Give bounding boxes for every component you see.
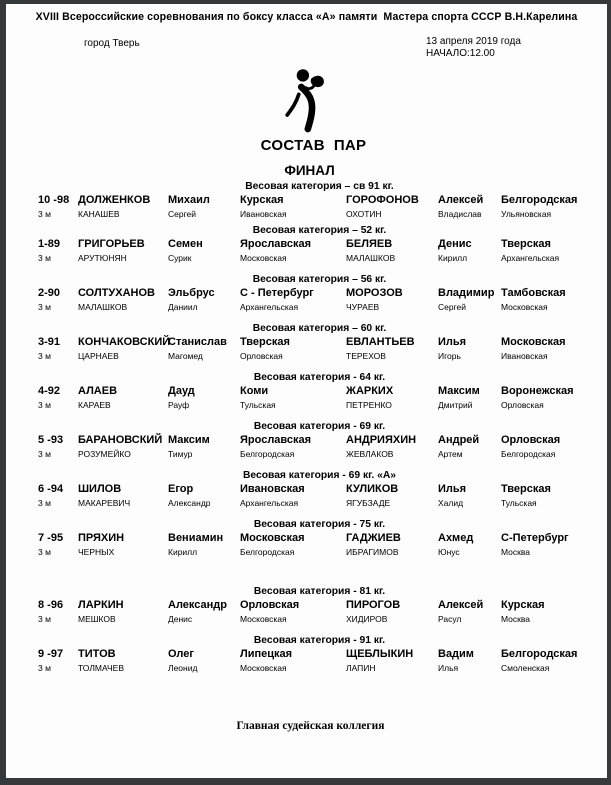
reserve-blue-firstname: Владислав bbox=[438, 209, 482, 219]
bout-reserve-row bbox=[6, 209, 607, 220]
reserve-blue-firstname: Артем bbox=[438, 449, 463, 459]
bout-main-row bbox=[6, 238, 607, 251]
blue-firstname: Ахмед bbox=[438, 532, 474, 544]
blue-surname: АНДРИЯХИН bbox=[346, 434, 417, 446]
reserve-blue-firstname: Сергей bbox=[438, 302, 466, 312]
reserve-red-firstname: Магомед bbox=[168, 351, 203, 361]
bout-main-row bbox=[6, 336, 607, 349]
blue-firstname: Алексей bbox=[438, 194, 484, 206]
reserve-blue-region: Орловская bbox=[501, 400, 544, 410]
rounds-label: 3 м bbox=[38, 209, 51, 219]
city-label: город Тверь bbox=[84, 38, 140, 49]
bout-main-row bbox=[6, 287, 607, 300]
bout-number: 3-91 bbox=[38, 336, 61, 348]
blue-region: Орловская bbox=[501, 434, 561, 446]
weight-category-heading: Весовая категория - 69 кг. bbox=[253, 421, 386, 432]
red-region: Курская bbox=[240, 194, 284, 206]
red-region: Коми bbox=[240, 385, 269, 397]
reserve-blue-surname: ЧУРАЕВ bbox=[346, 302, 380, 312]
weight-category-heading: Весовая категория - 64 кг. bbox=[253, 372, 386, 383]
bout-reserve-row bbox=[6, 302, 607, 313]
weight-category-block bbox=[6, 273, 607, 313]
red-firstname: Максим bbox=[168, 434, 210, 446]
red-surname: ЛАРКИН bbox=[78, 599, 124, 611]
blue-surname: ЖАРКИХ bbox=[346, 385, 394, 397]
weight-category-heading: Весовая категория – 52 кг. bbox=[252, 225, 387, 236]
reserve-red-firstname: Александр bbox=[168, 498, 211, 508]
weight-category-heading: Весовая категория - 69 кг. «А» bbox=[242, 470, 397, 481]
reserve-red-firstname: Сергей bbox=[168, 209, 196, 219]
weight-category-block bbox=[6, 585, 607, 625]
reserve-blue-firstname: Халид bbox=[438, 498, 464, 508]
blue-region: С-Петербург bbox=[501, 532, 569, 544]
bout-number: 2-90 bbox=[38, 287, 61, 299]
reserve-red-region: Орловская bbox=[240, 351, 283, 361]
boxer-icon bbox=[267, 68, 347, 134]
weight-category-heading: Весовая категория – 56 кг. bbox=[252, 274, 387, 285]
blue-region: Тамбовская bbox=[501, 287, 566, 299]
rounds-label: 3 м bbox=[38, 498, 51, 508]
bout-main-row bbox=[6, 434, 607, 447]
weight-category-block bbox=[6, 322, 607, 362]
reserve-red-surname: КАРАЕВ bbox=[78, 400, 111, 410]
red-firstname: Семен bbox=[168, 238, 203, 250]
reserve-blue-surname: ТЕРЕХОВ bbox=[346, 351, 386, 361]
reserve-blue-surname: ИБРАГИМОВ bbox=[346, 547, 399, 557]
red-surname: АЛАЕВ bbox=[78, 385, 118, 397]
reserve-blue-surname: МАЛАШКОВ bbox=[346, 253, 396, 263]
bout-number: 4-92 bbox=[38, 385, 61, 397]
start-time-label: НАЧАЛО:12.00 bbox=[426, 47, 495, 59]
rounds-label: 3 м bbox=[38, 547, 51, 557]
rounds-label: 3 м bbox=[38, 449, 51, 459]
pairs-heading: СОСТАВ ПАР bbox=[260, 137, 367, 154]
rounds-label: 3 м bbox=[38, 351, 51, 361]
red-firstname: Эльбрус bbox=[168, 287, 215, 299]
blue-firstname: Илья bbox=[438, 483, 467, 495]
reserve-blue-firstname: Илья bbox=[438, 663, 459, 673]
icon-container bbox=[6, 68, 607, 130]
reserve-red-firstname: Кирилл bbox=[168, 547, 198, 557]
reserve-blue-firstname: Дмитрий bbox=[438, 400, 473, 410]
bout-main-row bbox=[6, 532, 607, 545]
red-firstname: Егор bbox=[168, 483, 194, 495]
weight-category-heading: Весовая категория - 91 кг. bbox=[253, 635, 386, 646]
reserve-red-firstname: Леонид bbox=[168, 663, 198, 673]
reserve-red-surname: МЕШКОВ bbox=[78, 614, 116, 624]
reserve-red-firstname: Денис bbox=[168, 614, 193, 624]
reserve-red-surname: ТОЛМАЧЕВ bbox=[78, 663, 124, 673]
bout-main-row bbox=[6, 483, 607, 496]
reserve-blue-region: Москва bbox=[501, 547, 531, 557]
blue-firstname: Владимир bbox=[438, 287, 495, 299]
bout-number: 10 -98 bbox=[38, 194, 70, 206]
reserve-red-region: Ивановская bbox=[240, 209, 287, 219]
bout-reserve-row bbox=[6, 400, 607, 411]
blue-surname: ГОРОФОНОВ bbox=[346, 194, 419, 206]
red-surname: БАРАНОВСКИЙ bbox=[78, 434, 163, 446]
bout-number: 6 -94 bbox=[38, 483, 64, 495]
blue-firstname: Андрей bbox=[438, 434, 480, 446]
date-label: 13 апреля 2019 года bbox=[426, 36, 521, 47]
bout-main-row bbox=[6, 194, 607, 207]
bout-reserve-row bbox=[6, 449, 607, 460]
reserve-blue-region: Ульяновская bbox=[501, 209, 552, 219]
red-region: С - Петербург bbox=[240, 287, 314, 299]
red-region: Липецкая bbox=[240, 648, 293, 660]
blue-surname: ПИРОГОВ bbox=[346, 599, 401, 611]
blue-firstname: Максим bbox=[438, 385, 480, 397]
reserve-blue-region: Москва bbox=[501, 614, 531, 624]
reserve-blue-surname: ХИДИРОВ bbox=[346, 614, 388, 624]
bout-number: 9 -97 bbox=[38, 648, 64, 660]
reserve-blue-firstname: Юнус bbox=[438, 547, 460, 557]
reserve-red-region: Московская bbox=[240, 253, 287, 263]
rounds-label: 3 м bbox=[38, 663, 51, 673]
red-surname: ТИТОВ bbox=[78, 648, 116, 660]
red-surname: ДОЛЖЕНКОВ bbox=[78, 194, 151, 206]
blue-firstname: Денис bbox=[438, 238, 472, 250]
reserve-blue-surname: ЯГУБЗАДЕ bbox=[346, 498, 391, 508]
bout-number: 7 -95 bbox=[38, 532, 64, 544]
reserve-blue-surname: ПЕТРЕНКО bbox=[346, 400, 392, 410]
red-region: Ивановская bbox=[240, 483, 305, 495]
red-surname: СОЛТУХАНОВ bbox=[78, 287, 155, 299]
weight-category-block bbox=[6, 420, 607, 460]
red-firstname: Михаил bbox=[168, 194, 210, 206]
bout-reserve-row bbox=[6, 663, 607, 674]
red-surname: ПРЯХИН bbox=[78, 532, 125, 544]
reserve-red-region: Архангельская bbox=[240, 302, 299, 312]
bout-reserve-row bbox=[6, 614, 607, 625]
reserve-red-surname: ЧЕРНЫХ bbox=[78, 547, 115, 557]
weight-category-heading: Весовая категория – 60 кг. bbox=[252, 323, 387, 334]
document-title: XVIII Всероссийские соревнования по боксу класса «А» памяти Мастера спорта СССР В.Н.Карелина bbox=[35, 11, 578, 23]
bout-number: 5 -93 bbox=[38, 434, 64, 446]
red-firstname: Олег bbox=[168, 648, 194, 660]
blue-firstname: Алексей bbox=[438, 599, 484, 611]
rounds-label: 3 м bbox=[38, 614, 51, 624]
weight-category-heading: Весовая категория - 81 кг. bbox=[253, 586, 386, 597]
document-page bbox=[6, 4, 607, 778]
footer-judges-label: Главная судейская коллегия bbox=[236, 720, 385, 732]
reserve-red-region: Белгородская bbox=[240, 449, 295, 459]
reserve-red-surname: АРУТЮНЯН bbox=[78, 253, 127, 263]
reserve-red-region: Тульская bbox=[240, 400, 276, 410]
reserve-red-surname: МАКАРЕВИЧ bbox=[78, 498, 131, 508]
datetime-block bbox=[426, 36, 521, 59]
weight-category-block bbox=[6, 224, 607, 264]
reserve-blue-surname: ЛАПИН bbox=[346, 663, 376, 673]
bout-reserve-row bbox=[6, 547, 607, 558]
reserve-blue-region: Смоленская bbox=[501, 663, 550, 673]
blue-region: Воронежская bbox=[501, 385, 574, 397]
red-region: Орловская bbox=[240, 599, 300, 611]
stage-heading: ФИНАЛ bbox=[284, 163, 335, 178]
blue-region: Белгородская bbox=[501, 194, 578, 206]
reserve-blue-surname: ЖЕВЛАКОВ bbox=[346, 449, 394, 459]
reserve-red-firstname: Даниил bbox=[168, 302, 198, 312]
blue-firstname: Илья bbox=[438, 336, 467, 348]
red-region: Ярославская bbox=[240, 434, 312, 446]
weight-category-heading: Весовая категория – св 91 кг. bbox=[245, 181, 394, 192]
blue-region: Курская bbox=[501, 599, 545, 611]
blue-region: Белгородская bbox=[501, 648, 578, 660]
red-firstname: Станислав bbox=[168, 336, 227, 348]
reserve-red-region: Московская bbox=[240, 614, 287, 624]
bout-number: 8 -96 bbox=[38, 599, 64, 611]
reserve-red-firstname: Рауф bbox=[168, 400, 190, 410]
blue-firstname: Вадим bbox=[438, 648, 474, 660]
reserve-red-surname: МАЛАШКОВ bbox=[78, 302, 128, 312]
weight-category-heading: Весовая категория - 75 кг. bbox=[253, 519, 386, 530]
reserve-blue-region: Московская bbox=[501, 302, 548, 312]
blue-region: Тверская bbox=[501, 483, 551, 495]
bout-reserve-row bbox=[6, 351, 607, 362]
weight-category-block bbox=[6, 469, 607, 509]
bout-main-row bbox=[6, 648, 607, 661]
red-surname: ГРИГОРЬЕВ bbox=[78, 238, 145, 250]
reserve-red-surname: РОЗУМЕЙКО bbox=[78, 449, 131, 459]
weight-category-block bbox=[6, 518, 607, 558]
blue-surname: МОРОЗОВ bbox=[346, 287, 403, 299]
pairs-list bbox=[6, 180, 607, 674]
bout-reserve-row bbox=[6, 253, 607, 264]
red-firstname: Дауд bbox=[168, 385, 195, 397]
bout-number: 1-89 bbox=[38, 238, 61, 250]
weight-category-block bbox=[6, 634, 607, 674]
blue-surname: ЩЕБЛЫКИН bbox=[346, 648, 414, 660]
reserve-red-firstname: Тимур bbox=[168, 449, 193, 459]
reserve-red-surname: КАНАШЕВ bbox=[78, 209, 120, 219]
weight-category-block bbox=[6, 371, 607, 411]
red-firstname: Вениамин bbox=[168, 532, 224, 544]
reserve-blue-region: Тульская bbox=[501, 498, 537, 508]
blue-surname: ЕВЛАНТЬЕВ bbox=[346, 336, 415, 348]
reserve-red-surname: ЦАРНАЕВ bbox=[78, 351, 119, 361]
red-surname: КОНЧАКОВСКИЙ bbox=[78, 336, 171, 348]
bout-reserve-row bbox=[6, 498, 607, 509]
blue-surname: ГАДЖИЕВ bbox=[346, 532, 401, 544]
reserve-red-region: Архангельская bbox=[240, 498, 299, 508]
reserve-blue-firstname: Игорь bbox=[438, 351, 461, 361]
blue-region: Тверская bbox=[501, 238, 551, 250]
reserve-red-region: Белгородская bbox=[240, 547, 295, 557]
weight-category-block bbox=[6, 180, 607, 220]
reserve-blue-firstname: Расул bbox=[438, 614, 462, 624]
reserve-blue-region: Белгородская bbox=[501, 449, 556, 459]
red-surname: ШИЛОВ bbox=[78, 483, 122, 495]
bout-main-row bbox=[6, 385, 607, 398]
reserve-blue-region: Архангельская bbox=[501, 253, 560, 263]
rounds-label: 3 м bbox=[38, 400, 51, 410]
red-firstname: Александр bbox=[168, 599, 227, 611]
blue-surname: БЕЛЯЕВ bbox=[346, 238, 393, 250]
reserve-red-firstname: Сурик bbox=[168, 253, 192, 263]
reserve-red-region: Московская bbox=[240, 663, 287, 673]
reserve-blue-surname: ОХОТИН bbox=[346, 209, 382, 219]
red-region: Ярославская bbox=[240, 238, 312, 250]
reserve-blue-firstname: Кирилл bbox=[438, 253, 468, 263]
reserve-blue-region: Ивановская bbox=[501, 351, 548, 361]
blue-region: Московская bbox=[501, 336, 566, 348]
bout-main-row bbox=[6, 599, 607, 612]
blue-surname: КУЛИКОВ bbox=[346, 483, 399, 495]
rounds-label: 3 м bbox=[38, 253, 51, 263]
meta-row bbox=[6, 37, 607, 67]
red-region: Московская bbox=[240, 532, 305, 544]
red-region: Тверская bbox=[240, 336, 290, 348]
rounds-label: 3 м bbox=[38, 302, 51, 312]
